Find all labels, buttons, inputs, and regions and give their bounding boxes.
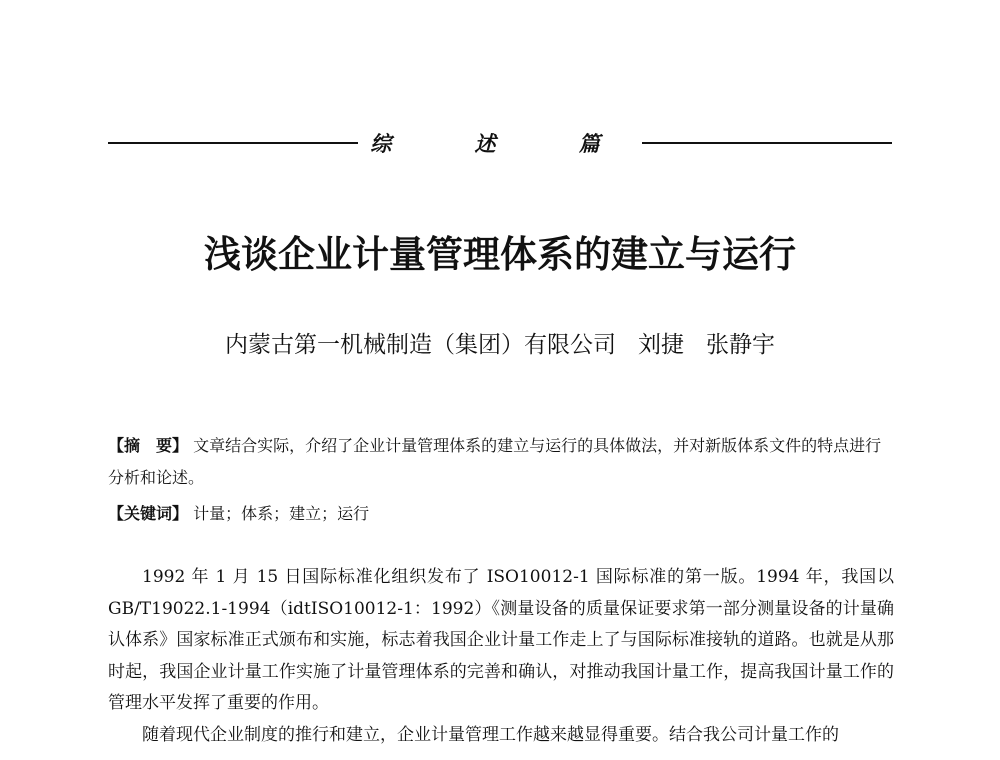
body-paragraph: 1992 年 1 月 15 日国际标准化组织发布了 ISO10012-1 国际标准的第一版。1994 年，我国以 GB/T19022.1-1994（idtISO10012-1：1992）《测量设备的质量保证要求第一部分测量设备的计量确认体系》国家标准正式颁布和实施，标志着我国企业计量工作走上了与国际标准接轨的道路。也就是从那时起，我国企业计量工作实施了计量管理体系的完善和确认，对推动我国计量工作，提高我国计量工作的管理水平发挥了重要的作用。: [108, 567, 894, 713]
abstract: [108, 430, 894, 494]
abstract-label: 【摘 要】: [108, 436, 189, 455]
section-banner: [108, 126, 892, 160]
body-text: [108, 562, 894, 751]
section-rule-right: [642, 142, 892, 144]
keywords-text: 计量；体系；建立；运行: [193, 504, 370, 523]
author-name: 张静宇: [706, 332, 775, 358]
keywords-label: 【关键词】: [108, 504, 189, 523]
section-rule-left: [108, 142, 358, 144]
author-line: [0, 326, 1000, 359]
abstract-text: 文章结合实际，介绍了企业计量管理体系的建立与运行的具体做法，并对新版体系文件的特点进行分析和论述。: [108, 436, 882, 487]
keywords: [108, 498, 894, 530]
body-paragraph: 随着现代企业制度的推行和建立，企业计量管理工作越来越显得重要。结合我公司计量工作的: [142, 724, 839, 745]
author-affiliation: 内蒙古第一机械制造（集团）有限公司: [225, 332, 616, 358]
author-name: 刘捷: [638, 332, 684, 358]
section-label: 综 述 篇: [370, 131, 638, 156]
article-title: 浅谈企业计量管理体系的建立与运行: [204, 232, 796, 276]
